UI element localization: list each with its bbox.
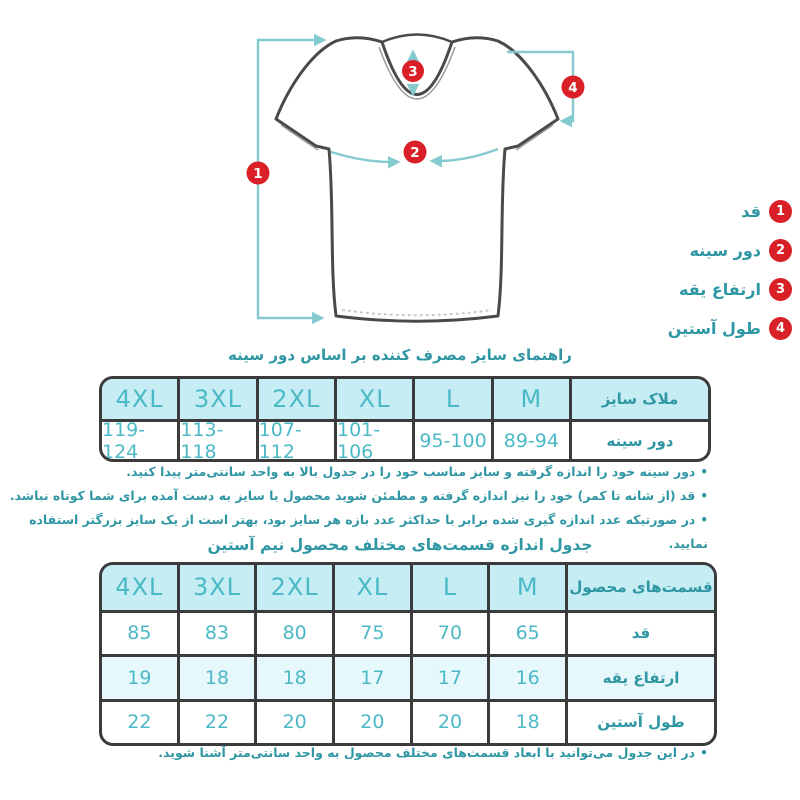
chest-row-label-cell: دور سینه	[572, 419, 708, 459]
length-value-cell: 65	[490, 610, 568, 655]
collar-value-cell: 19	[102, 654, 180, 699]
bullet-icon: •	[700, 513, 708, 527]
length-value-cell: 83	[180, 610, 258, 655]
note-size-up: •در صورتیکه عدد اندازه گیری شده برابر با حداکثر عدد بازه هر سایز بود، بهتر است از یک سایز بزرگتر استفاده نمایید.	[29, 512, 708, 551]
note-chest-measure: •دور سینه خود را اندازه گرفته و سایز مناسب خود را در جدول بالا به واحد سانتی‌متر پیدا کنید.	[126, 464, 708, 479]
sleeve-value-cell: 22	[102, 699, 180, 744]
size-header-cell: M	[490, 565, 568, 610]
legend-label-length: قد	[741, 202, 761, 221]
size-header-cell: L	[413, 565, 491, 610]
sleeve-row-label-cell: طول آستین	[568, 699, 714, 744]
size-header-cell: 4XL	[102, 565, 180, 610]
sleeve-value-cell: 18	[490, 699, 568, 744]
legend-item-chest	[668, 231, 792, 270]
chest-range-cell: 113-118	[180, 419, 258, 459]
length-value-cell: 85	[102, 610, 180, 655]
legend-item-length	[668, 192, 792, 231]
bullet-icon: •	[700, 489, 708, 503]
parts-dimensions-table	[99, 562, 717, 746]
size-header-cell: 3XL	[180, 379, 258, 419]
legend-item-sleeve	[668, 309, 792, 348]
chest-range-cell: 95-100	[415, 419, 493, 459]
size-guide-title: راهنمای سایز مصرف کننده بر اساس دور سینه	[228, 346, 572, 364]
marker-4-number: 4	[568, 80, 578, 96]
bullet-icon: •	[700, 745, 708, 760]
size-header-cell: 3XL	[180, 565, 258, 610]
collar-value-cell: 18	[257, 654, 335, 699]
size-header-cell: M	[494, 379, 572, 419]
collar-value-cell: 16	[490, 654, 568, 699]
sleeve-value-cell: 20	[335, 699, 413, 744]
length-value-cell: 80	[257, 610, 335, 655]
size-header-cell: L	[415, 379, 493, 419]
legend-marker-3: 3	[769, 278, 792, 301]
sleeve-value-cell: 22	[180, 699, 258, 744]
measure-legend	[668, 192, 792, 348]
legend-label-chest: دور سینه	[689, 241, 761, 260]
size-header-cell: 2XL	[257, 565, 335, 610]
legend-label-collar: ارتفاع یقه	[679, 280, 761, 299]
note-length-measure: •قد (از شانه تا کمر) خود را نیز اندازه گرفته و مطمئن شوید محصول با سایز به دست آمده برای شما کوتاه نباشد.	[9, 488, 708, 503]
criteria-header-cell: ملاک سایز	[572, 379, 708, 419]
legend-marker-4: 4	[769, 317, 792, 340]
size-header-cell: 4XL	[102, 379, 180, 419]
size-guide-table	[99, 376, 711, 462]
collar-value-cell: 17	[413, 654, 491, 699]
marker-1-number: 1	[253, 166, 263, 182]
collar-value-cell: 18	[180, 654, 258, 699]
collar-back-line	[382, 35, 452, 43]
chest-range-cell: 107-112	[259, 419, 337, 459]
parts-table-note: •در این جدول می‌توانید با ابعاد قسمت‌های مختلف محصول به واحد سانتی‌متر آشنا شوید.	[158, 745, 708, 760]
size-header-cell: 2XL	[259, 379, 337, 419]
bullet-icon: •	[700, 465, 708, 479]
sleeve-value-cell: 20	[413, 699, 491, 744]
chest-range-cell: 101-106	[337, 419, 415, 459]
length-value-cell: 70	[413, 610, 491, 655]
chest-range-cell: 89-94	[494, 419, 572, 459]
marker-3-number: 3	[408, 64, 418, 80]
collar-value-cell: 17	[335, 654, 413, 699]
length-value-cell: 75	[335, 610, 413, 655]
chest-range-cell: 119-124	[102, 419, 180, 459]
legend-marker-2: 2	[769, 239, 792, 262]
collar-row-label-cell: ارتفاع یقه	[568, 654, 714, 699]
length-row-label-cell: قد	[568, 610, 714, 655]
parts-header-cell: قسمت‌های محصول	[568, 565, 714, 610]
legend-item-collar	[668, 270, 792, 309]
marker-2-number: 2	[410, 145, 420, 161]
parts-table-title: جدول اندازه قسمت‌های مختلف محصول نیم آستین	[207, 536, 593, 554]
legend-label-sleeve: طول آستین	[667, 319, 761, 338]
size-header-cell: XL	[335, 565, 413, 610]
legend-marker-1: 1	[769, 200, 792, 223]
sleeve-value-cell: 20	[257, 699, 335, 744]
size-header-cell: XL	[337, 379, 415, 419]
